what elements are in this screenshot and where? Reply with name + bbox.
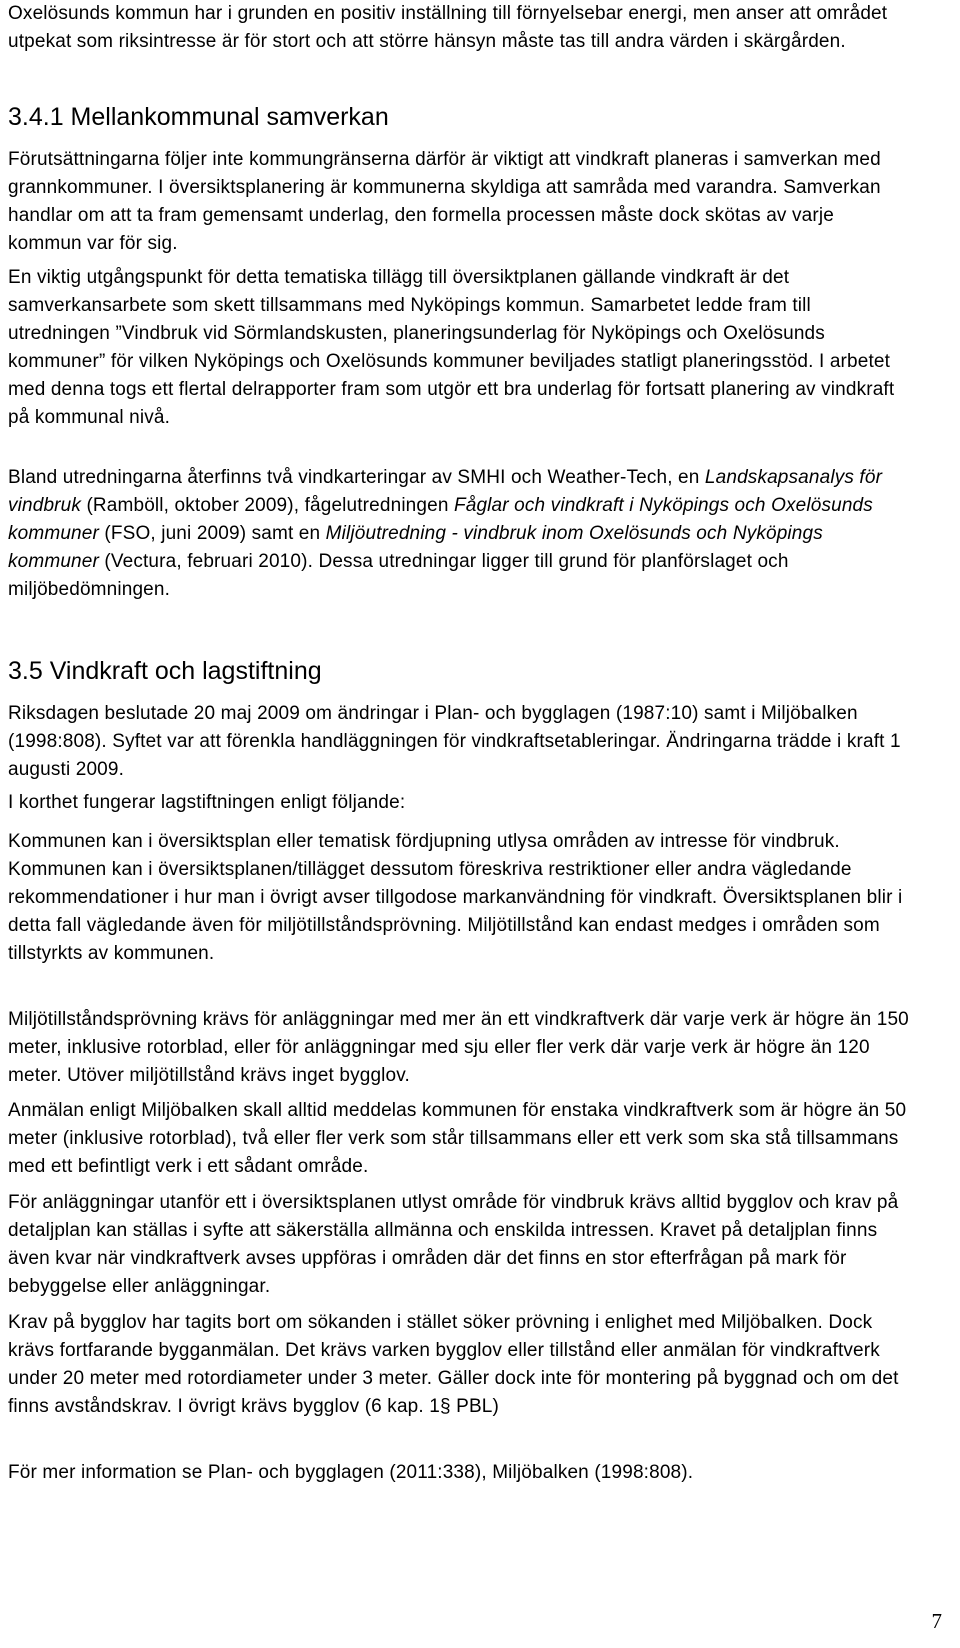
paragraph-utredningar [8, 464, 913, 604]
page-number: 7 [931, 1609, 942, 1633]
paragraph-krav-bygglov: Krav på bygglov har tagits bort om sökanden i stället söker prövning i enlighet med Miljöbalken. Dock krävs fortfarande bygganmälan. Det krävs varken bygglov eller tillstånd eller anmälan för vindkraftverk under 20 meter med rotordiameter under 3 meter. Gäller dock inte för montering på byggnad och om det finns avståndskrav. I övrigt krävs bygglov (6 kap. 1§ PBL) [8, 1312, 899, 1417]
paragraph-oversiktsplan: Kommunen kan i översiktsplan eller tematisk fördjupning utlysa områden av intresse för vindbruk. Kommunen kan i översiktsplanen/tillägget dessutom föreskriva restriktioner eller andra vägledande rekommendationer i hur man i övrigt avser tillgodose markanvändning för vindkraft. Översiktsplanen blir i detta fall vägledande även för miljötillståndsprövning. Miljötillstånd kan endast medges i områden som tillstyrkts av kommunen. [8, 831, 903, 964]
paragraph-mer-information: För mer information se Plan- och bygglagen (2011:338), Miljöbalken (1998:808). [8, 1462, 694, 1483]
paragraph-samverkan: Förutsättningarna följer inte kommungränserna därför är viktigt att vindkraft planeras i samverkan med grannkommuner. I översiktsplanering är kommunerna skyldiga att samråda med varandra. Samverkan handlar om att ta fram gemensamt underlag, den formella processen måste dock skötas av varje kommun var för sig. [8, 149, 881, 254]
paragraph-utgangspunkt: En viktig utgångspunkt för detta tematiska tillägg till översiktplanen gällande vindkraft är det samverkansarbete som skett tillsammans med Nyköpings kommun. Samarbetet ledde fram till utredningen ”Vindbruk vid Sörmlandskusten, planeringsunderlag för Nyköpings och Oxelösunds kommuner” för vilken Nyköpings och Oxelösunds kommuner beviljades statligt planeringsstöd. I arbetet med denna togs ett flertal delrapporter fram som utgör ett bra underlag för fortsatt planering av vindkraft på kommunal nivå. [8, 267, 895, 428]
text-run: (Ramböll, oktober 2009), fågelutredningen [81, 495, 454, 516]
report-title: Landskapsanalys för vindbruk [8, 467, 883, 516]
heading-3-5: 3.5 Vindkraft och lagstiftning [8, 657, 322, 685]
paragraph-anmalan: Anmälan enligt Miljöbalken skall alltid meddelas kommunen för enstaka vindkraftverk som är högre än 50 meter (inklusive rotorblad), två eller fler verk som står tillsammans eller ett verk som ska stå tillsammans med ett befintligt verk i ett sådant område. [8, 1100, 907, 1177]
report-title: Fåglar och vindkraft i Nyköpings och Oxelösunds kommuner [8, 495, 873, 544]
paragraph-miljotillstand: Miljötillståndsprövning krävs för anläggningar med mer än ett vindkraftverk där varje verk är högre än 150 meter, inklusive rotorblad, eller för anläggningar med sju eller fler verk där varje verk är högre än 120 meter. Utöver miljötillstånd krävs inget bygglov. [8, 1009, 909, 1086]
paragraph-intro: Oxelösunds kommun har i grunden en positiv inställning till förnyelsebar energi, men anser att området utpekat som riksintresse är för stort och att större hänsyn måste tas till andra värden i skärgården. [8, 3, 888, 52]
heading-3-4-1: 3.4.1 Mellankommunal samverkan [8, 103, 389, 131]
paragraph-bygglov: För anläggningar utanför ett i översiktsplanen utlyst område för vindbruk krävs alltid bygglov och krav på detaljplan kan ställas i syfte att säkerställa allmänna och enskilda intressen. Kravet på detaljplan finns även kvar när vindkraftverk avses uppföras i områden där det finns en stor efterfrågan på mark för bebyggelse eller anläggningar. [8, 1192, 899, 1297]
text-run: (FSO, juni 2009) samt en [98, 523, 326, 544]
text-run: Bland utredningarna återfinns två vindkarteringar av SMHI och Weather-Tech, en [8, 467, 705, 488]
paragraph-riksdagen: Riksdagen beslutade 20 maj 2009 om ändringar i Plan- och bygglagen (1987:10) samt i Miljöbalken (1998:808). Syftet var att förenkla handläggningen för vindkraftsetableringar. Ändringarna trädde i kraft 1 augusti 2009. [8, 703, 901, 780]
text-run: (Vectura, februari 2010). Dessa utredningar ligger till grund för planförslaget och miljöbedömningen. [8, 551, 789, 600]
report-title: Miljöutredning - vindbruk inom Oxelösunds och Nyköpings kommuner [8, 523, 823, 572]
paragraph-korthet: I korthet fungerar lagstiftningen enligt följande: [8, 792, 406, 813]
